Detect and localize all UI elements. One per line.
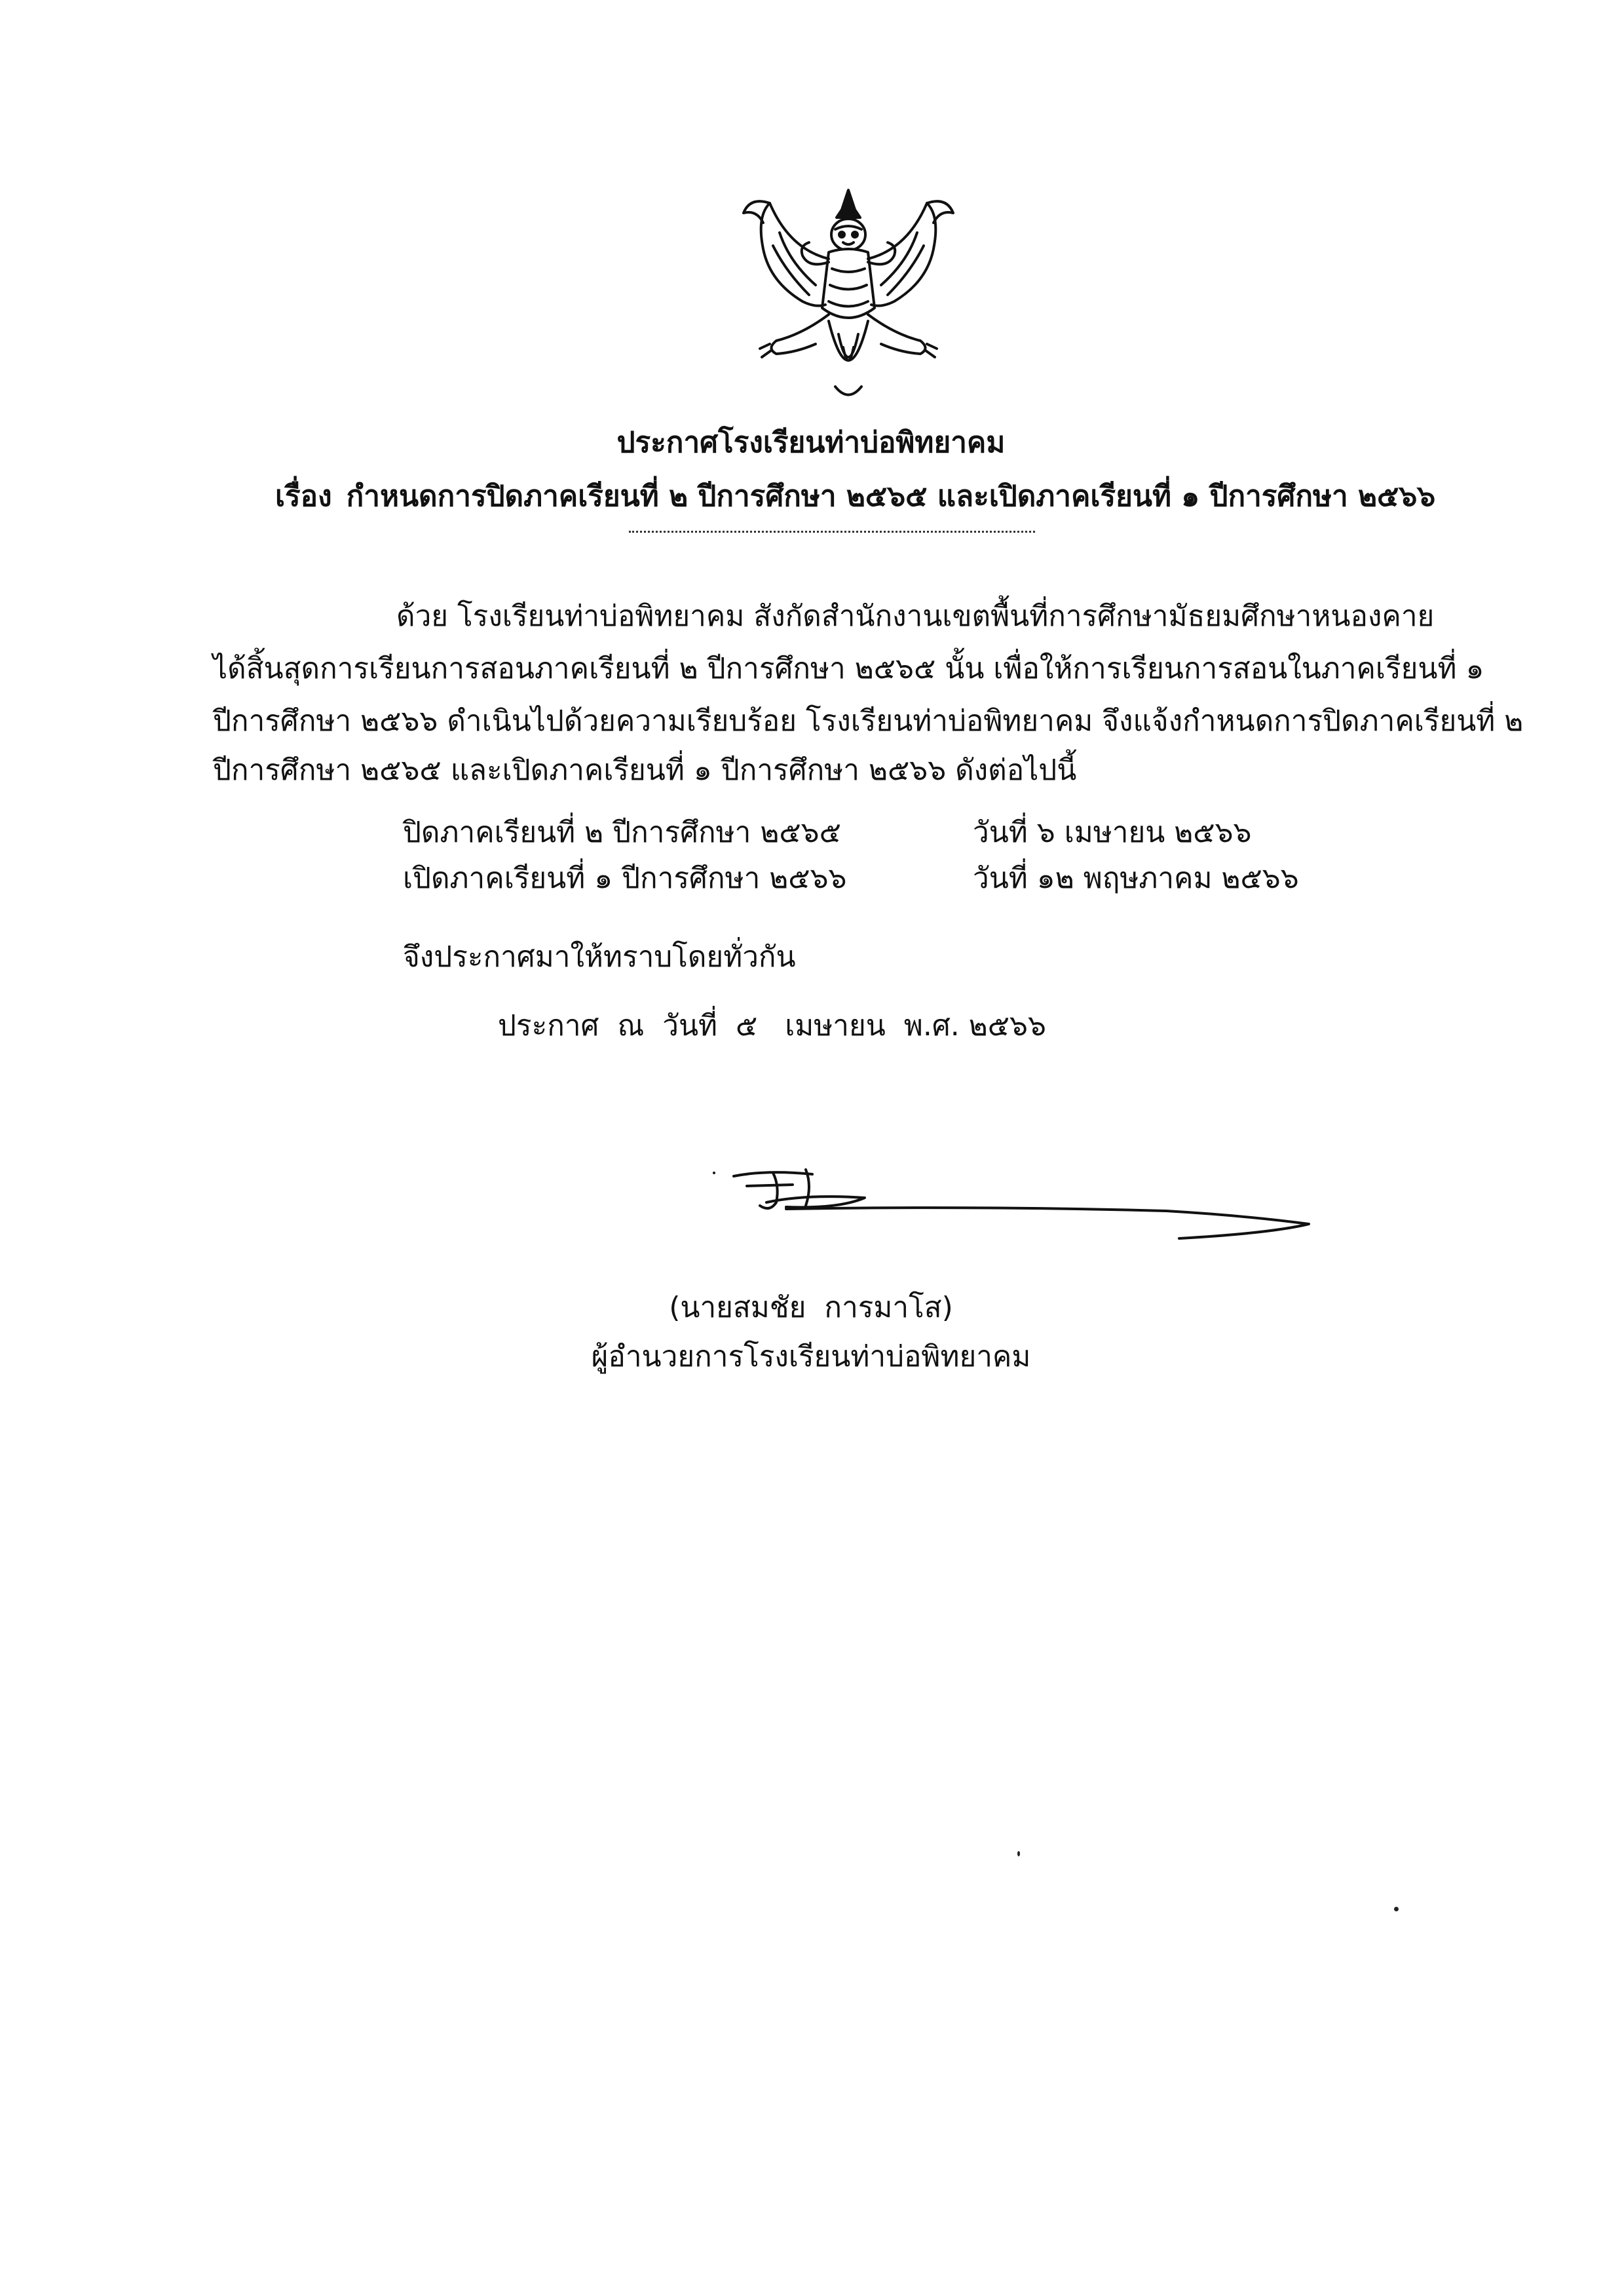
subject-text: กำหนดการปิดภาคเรียนที่ ๒ ปีการศึกษา ๒๕๖๕ และเปิดภาคเรียนที่ ๑ ปีการศึกษา ๒๕๖๖ bbox=[346, 480, 1436, 513]
subject-label: เรื่อง bbox=[275, 480, 332, 513]
announcement-heading: ประกาศโรงเรียนท่าบ่อพิทยาคม bbox=[616, 426, 1006, 459]
signer-name: (นายสมชัย การมาโส) bbox=[669, 1291, 953, 1324]
body-line-2: ได้สิ้นสุดการเรียนการสอนภาคเรียนที่ ๒ ปีการศึกษา ๒๕๖๕ นั้น เพื่อให้การเรียนการสอนในภาคเรียนที่ ๑ bbox=[213, 652, 1484, 685]
scan-speck bbox=[1394, 1907, 1399, 1911]
handwritten-signature bbox=[707, 1160, 1336, 1258]
closing-statement: จึงประกาศมาให้ทราบโดยทั่วกัน bbox=[403, 940, 796, 974]
body-line-4: ปีการศึกษา ๒๕๖๕ และเปิดภาคเรียนที่ ๑ ปีการศึกษา ๒๕๖๖ ดังต่อไปนี้ bbox=[213, 754, 1077, 787]
schedule-date-close: วันที่ ๖ เมษายน ๒๕๖๖ bbox=[973, 816, 1252, 849]
schedule-event-close: ปิดภาคเรียนที่ ๒ ปีการศึกษา ๒๕๖๕ bbox=[403, 816, 841, 849]
schedule-event-open: เปิดภาคเรียนที่ ๑ ปีการศึกษา ๒๕๖๖ bbox=[403, 862, 847, 895]
body-line-1: ด้วย โรงเรียนท่าบ่อพิทยาคม สังกัดสำนักงานเขตพื้นที่การศึกษามัธยมศึกษาหนองคาย bbox=[396, 600, 1435, 633]
signer-position: ผู้อำนวยการโรงเรียนท่าบ่อพิทยาคม bbox=[591, 1340, 1031, 1373]
announce-date: ประกาศ ณ วันที่ ๕ เมษายน พ.ศ. ๒๕๖๖ bbox=[498, 1009, 1046, 1043]
body-line-3: ปีการศึกษา ๒๕๖๖ ดำเนินไปด้วยความเรียบร้อย โรงเรียนท่าบ่อพิทยาคม จึงแจ้งกำหนดการปิดภาคเรียนที่ ๒ bbox=[213, 704, 1524, 738]
announcement-subject bbox=[275, 473, 1435, 519]
dotted-divider bbox=[629, 524, 1035, 533]
garuda-emblem-icon bbox=[730, 177, 966, 406]
schedule-date-open: วันที่ ๑๒ พฤษภาคม ๒๕๖๖ bbox=[973, 862, 1299, 895]
scan-speck bbox=[1017, 1851, 1020, 1856]
